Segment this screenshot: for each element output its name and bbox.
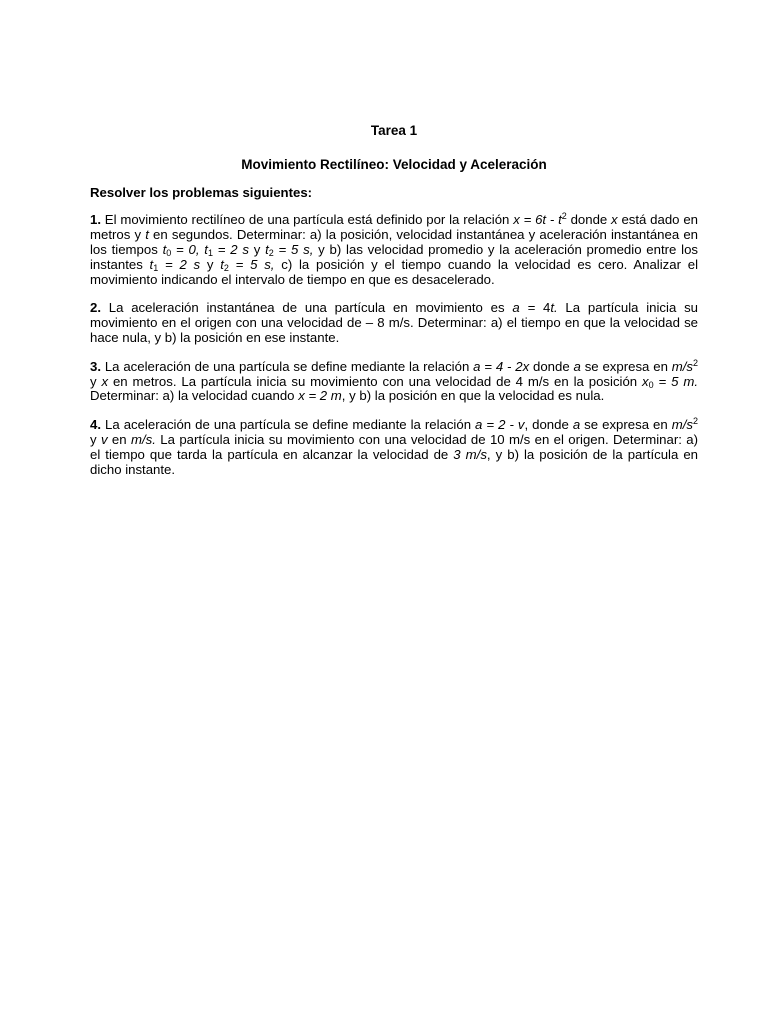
math-unit: m/s [671,358,693,374]
subscript: 0 [648,379,654,390]
document-subtitle: Movimiento Rectilíneo: Velocidad y Aceleración [241,156,547,172]
math-unit: m/s. [130,431,156,447]
problem-number: 4. [90,417,101,433]
problem-3: 3. La aceleración de una partícula se define mediante la relación a = 4 - 2x donde a se expresa en $m/s^2$ y x en metros. La partícula inicia su movimiento con una velocidad de 4 m/s en la posición $x_0 = 5$ m. Determinar: a) la velocidad cuando x = 2 m, y b) la posición en que la velocidad es nula. [90,357,698,404]
math-expression: t [162,241,167,257]
problem-number: 3. [90,358,101,374]
problem-1: 1. El movimiento rectilíneo de una partícula está definido por la relación $x = 6t - t^2$ donde x está dado en metros y t en segundos. Determinar: a) la posición, velocidad instantánea y aceleración instantánea en los tiempos $t_0 = 0$, $t_1 = 2$ s y $t_2 = 5$ s, y b) las velocidad promedio y la aceleración promedio entre los instantes $t_1 = 2$ s y $t_2 = 5$ s, c) la posición y el tiempo cuando la velocidad es cero. Analizar el movimiento indicando el intervalo de tiempo en que es desacelerado. [90,211,699,287]
problem-4: 4. La aceleración de una partícula se define mediante la relación a = 2 - v, donde a se expresa en $m/s^2$ y v en m/s. La partícula inicia su movimiento con una velocidad de 10 m/s en el origen. Determinar: a) el tiempo que tarda la partícula en alcanzar la velocidad de 3 m/s, y b) la posición de la partícula en dicho instante. [90,416,699,477]
math-expression: = 0, t [171,241,208,257]
math-variable: a [572,417,581,433]
superscript: 2 [561,211,567,222]
document-page [90,124,698,491]
math-expression: = 2 s [158,256,201,272]
math-expression: = 5 s, [228,256,275,272]
problem-2: 2. La aceleración instantánea de una partícula en movimiento es a = 4t. La partícula inicia su movimiento en el origen con una velocidad de – 8 m/s. Determinar: a) el tiempo en que la velocidad se hace nula, y b) la posición en ese instante. [90,300,699,345]
math-expression: = 5 s, [273,241,314,257]
math-expression: 3 m/s [453,446,487,462]
math-variable: x [101,373,109,389]
superscript: 2 [692,357,698,368]
subscript: 2 [268,247,274,258]
subscript: 1 [153,262,159,273]
math-expression: t [149,256,154,272]
math-expression: = 2 s [212,241,249,257]
math-expression: a = [512,300,543,316]
math-expression: x [642,373,649,389]
math-variable: t [145,227,149,243]
subscript: 1 [207,247,213,258]
math-expression: = 5 m. [653,373,698,389]
math-unit: m/s [671,417,693,433]
document-title: Tarea 1 [370,123,418,138]
math-variable: a [573,358,581,374]
math-expression: x = 6t - t [513,212,562,228]
problem-number: 2. [90,300,101,316]
math-variable: x [611,212,618,228]
math-expression: a = 4 - 2x [473,358,530,374]
problem-number: 1. [90,212,101,228]
instructions-heading: Resolver los problemas siguientes: [90,184,313,200]
math-expression: t [220,256,224,272]
subscript: 2 [223,262,229,273]
math-variable: v [100,431,108,447]
math-expression: a = 2 - v [475,417,525,433]
subscript: 0 [166,247,172,258]
math-expression: x = 2 m [298,388,342,404]
superscript: 2 [692,416,698,427]
math-expression: t [265,241,269,257]
math-expression: t. [550,300,558,316]
